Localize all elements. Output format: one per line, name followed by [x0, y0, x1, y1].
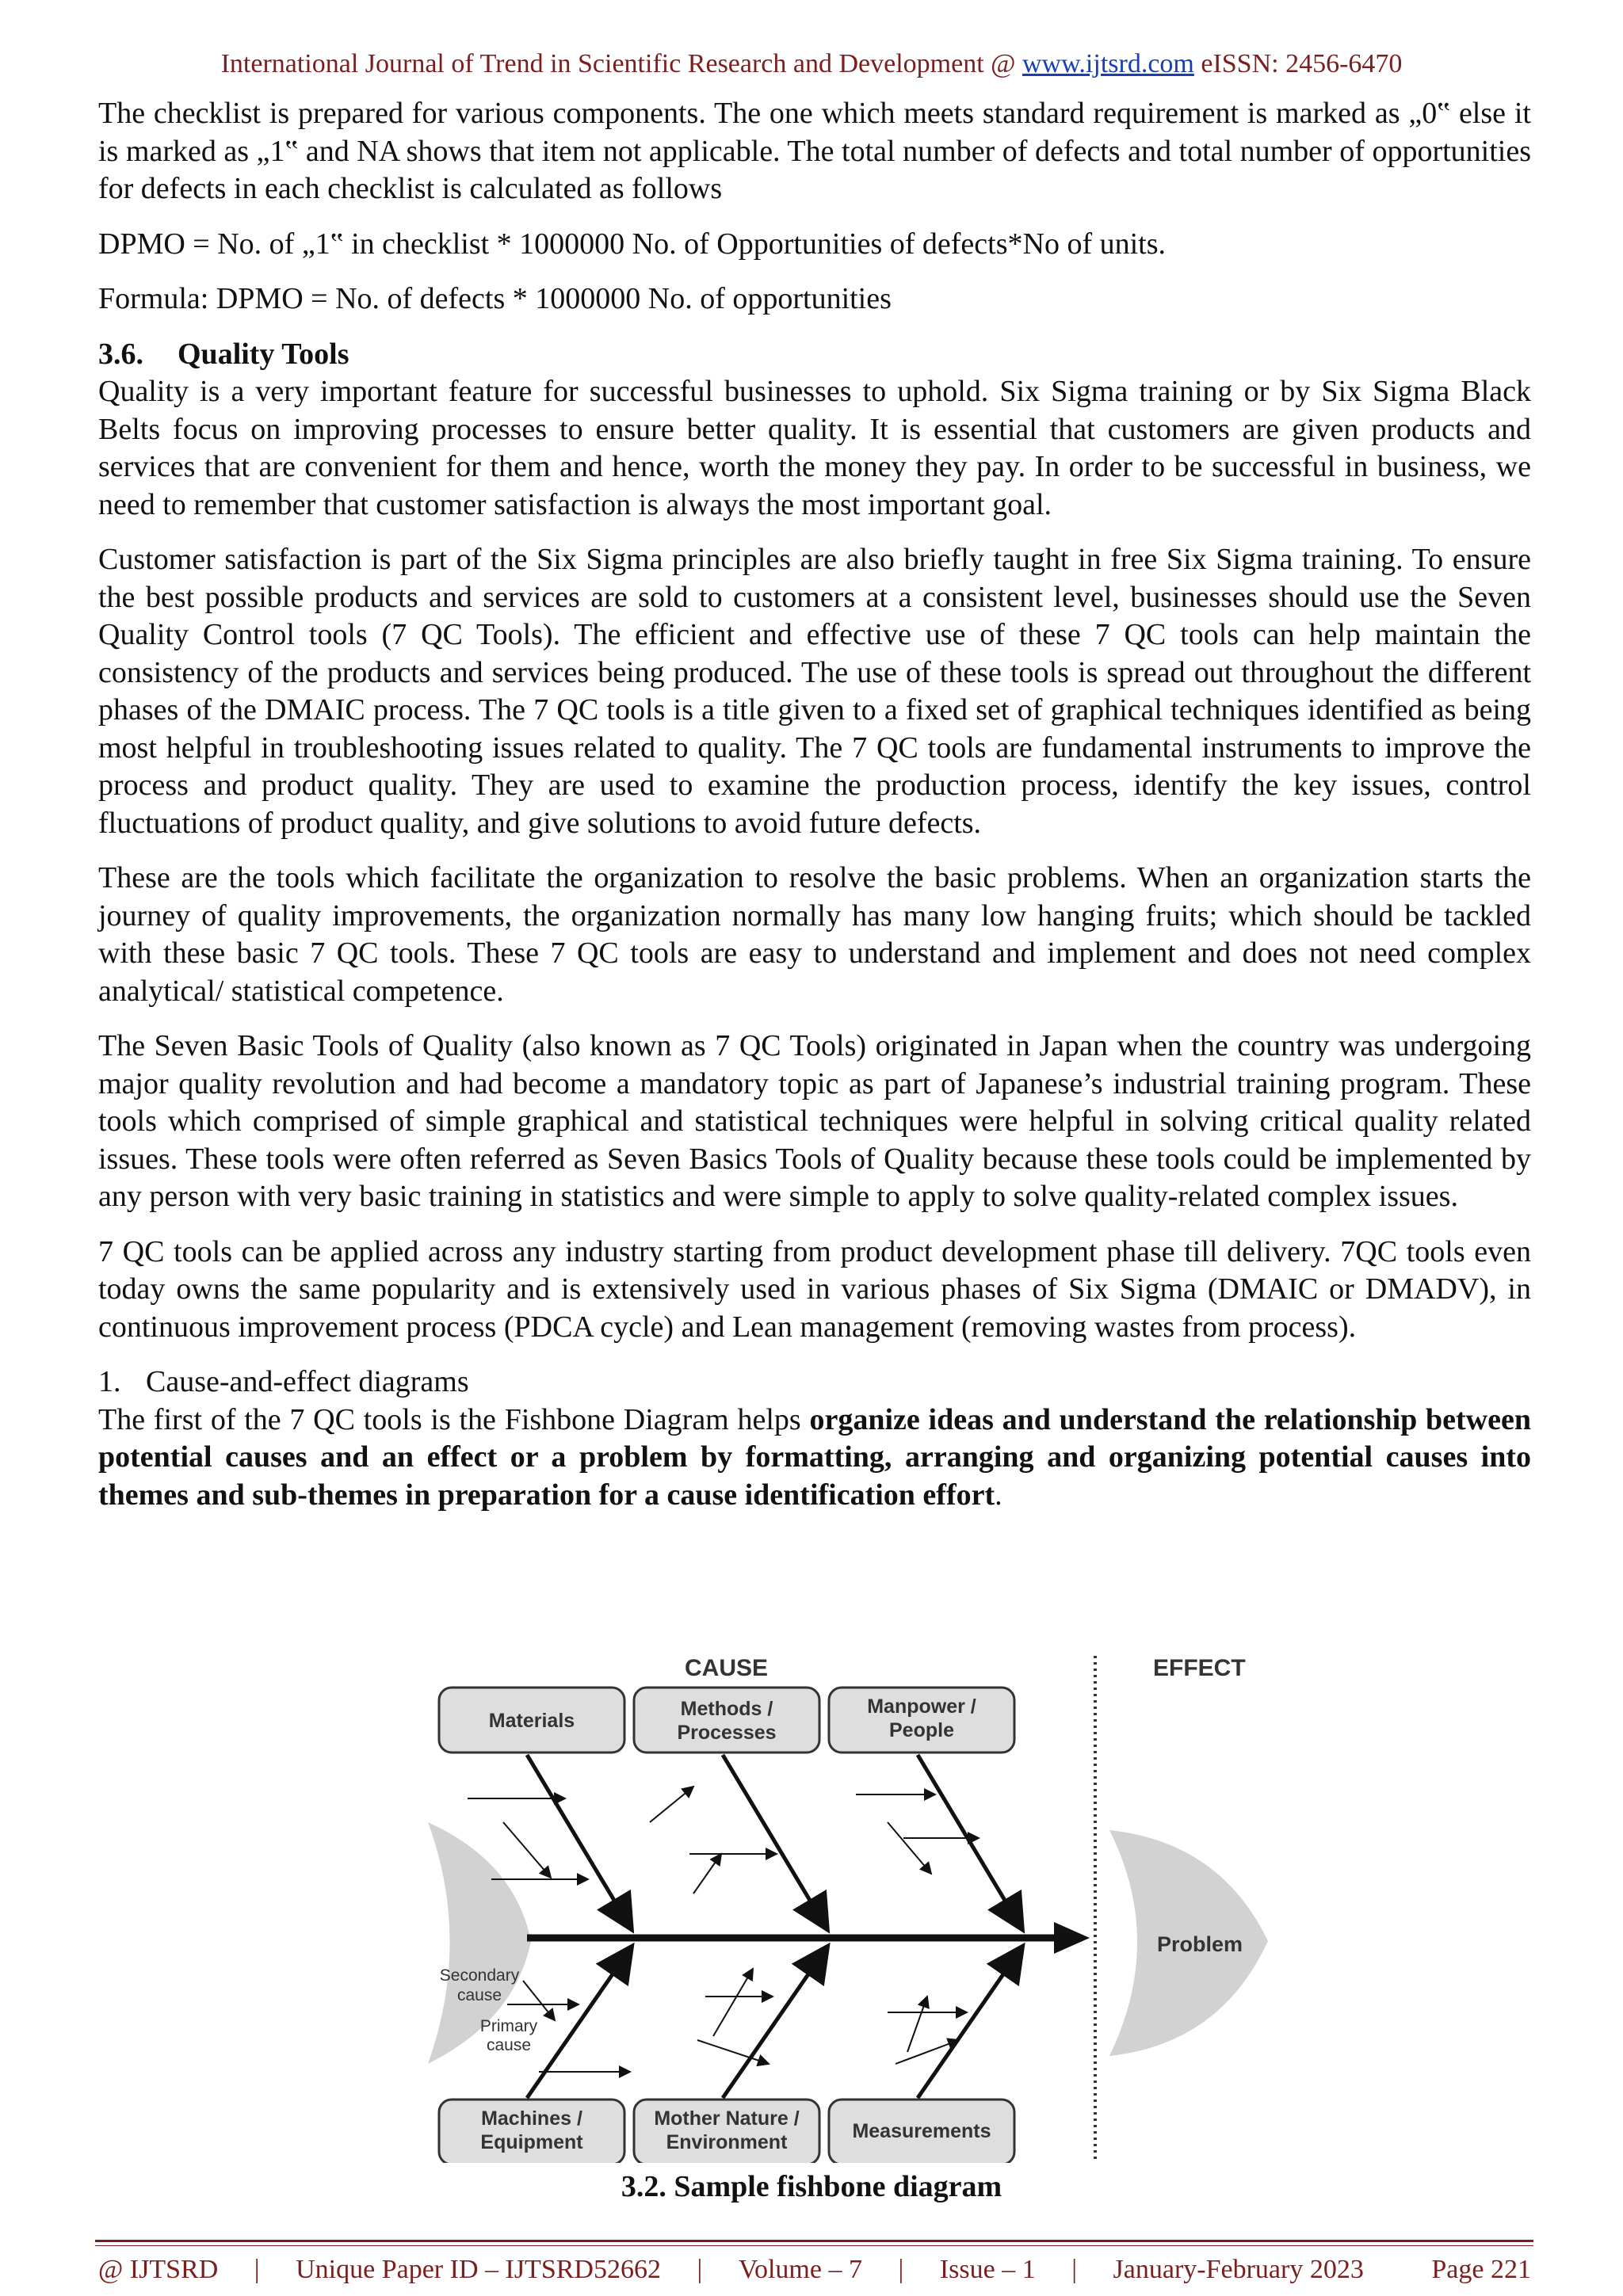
footer-volume: Volume – 7: [738, 2255, 862, 2284]
formula-dpmo: Formula: DPMO = No. of defects * 1000000 No. of opportunities: [98, 282, 892, 315]
fishbone-diagram: [412, 1640, 1331, 2163]
figure-caption: 3.2. Sample fishbone diagram: [621, 2170, 1002, 2203]
top-bones: [527, 1755, 1021, 1927]
mother-nature-label-2: Environment: [666, 2131, 788, 2153]
journal-header: [0, 49, 1623, 79]
bottom-bones: [527, 1949, 1021, 2098]
footer-sep-1: |: [254, 2255, 260, 2284]
paragraph-customer-satisfaction: Customer satisfaction is part of the Six Sigma principles are also briefly taught in free Six Sigma training. To ensure the best possible products and services are sold to customers at a consistent level, businesses should use the Seven Quality Control tools (7 QC Tools). The efficient and effective use of these 7 QC tools can help maintain the consistency of the products and services being produced. The use of these tools is spread out throughout the different phases of the DMAIC process. The 7 QC tools is a title given to a fixed set of graphical techniques identified as being most helpful in troubleshooting issues related to quality. The 7 QC tools are fundamental instruments to improve the process and product quality. They are used to examine the production process, identify the key issues, control fluctuations of product quality, and give solutions to avoid future defects.: [98, 543, 1531, 840]
methods-label-1: Methods /: [680, 1698, 773, 1720]
footer-publisher: @ IJTSRD: [98, 2255, 219, 2284]
primary-cause-label-2: cause: [486, 2036, 532, 2054]
paragraph-basic-problems: These are the tools which facilitate the organization to resolve the basic problems. When an organization starts the journey of quality improvements, the organization normally has many low hanging fruits; which should be tackled with these basic 7 QC tools. These 7 QC tools are easy to understand and implement and does not need complex analytical/ statistical competence.: [98, 861, 1531, 1008]
footer-sep-4: |: [1071, 2255, 1078, 2284]
paragraph-seven-basic-tools: The Seven Basic Tools of Quality (also known as 7 QC Tools) originated in Japan when the country was undergoing major quality revolution and had become a mandatory topic as part of Japanese’s industrial training program. These tools which comprised of simple graphical and statistical techniques were helpful in solving critical quality related issues. These tools were often referred as Seven Basics Tools of Quality because these tools could be implemented by any person with very basic training in statistics and were simple to apply to solve quality-related complex issues.: [98, 1029, 1531, 1213]
primary-cause-label-1: Primary: [479, 2017, 538, 2035]
manpower-label-2: People: [889, 1719, 954, 1741]
fishbone-end: .: [995, 1478, 1002, 1512]
section-number: 3.6.: [98, 337, 143, 371]
footer-sep-2: |: [697, 2255, 703, 2284]
journal-url-link[interactable]: www.ijtsrd.com: [1022, 49, 1194, 78]
machines-label-2: Equipment: [480, 2131, 583, 2153]
secondary-arrows: [468, 1787, 979, 2072]
footer-paper-id: Unique Paper ID – IJTSRD52662: [296, 2255, 661, 2284]
list-number: 1.: [98, 1365, 121, 1398]
footer-sep-3: |: [898, 2255, 904, 2284]
footer-issue: Issue – 1: [939, 2255, 1036, 2284]
footer-rule: [95, 2240, 1533, 2242]
formula-dpmo-checklist: DPMO = No. of „1‟ in checklist * 1000000 No. of Opportunities of defects*No of units.: [98, 227, 1167, 261]
materials-label: Materials: [488, 1710, 575, 1732]
problem-label: Problem: [1157, 1932, 1243, 1956]
paragraph-7qc-industry: 7 QC tools can be applied across any industry starting from product development phase till delivery. 7QC tools even today owns the same popularity and is extensively used in various phases of Six Sigma (DMAIC or DMADV), in continuous improvement process (PDCA cycle) and Lean management (removing wastes from process).: [98, 1234, 1531, 1344]
cause-label: CAUSE: [685, 1655, 769, 1681]
fishbone-intro: The first of the 7 QC tools is the Fishbone Diagram helps: [98, 1402, 810, 1436]
footer-date: January-February 2023: [1113, 2255, 1364, 2284]
footer-rule-thin: [95, 2245, 1533, 2246]
paragraph-quality: Quality is a very important feature for successful businesses to uphold. Six Sigma training or by Six Sigma Black Belts focus on improving processes to ensure better quality. It is essential that customers are given products and services that are convenient for them and hence, worth the money they pay. In order to be successful in business, we need to remember that customer satisfaction is always the most important goal.: [98, 375, 1531, 521]
manpower-label-1: Manpower /: [867, 1695, 976, 1718]
section-title: Quality Tools: [178, 337, 349, 371]
effect-label: EFFECT: [1153, 1655, 1246, 1681]
paragraph-checklist: The checklist is prepared for various components. The one which meets standard requirement is marked as „0‟ else it is marked as „1‟ and NA shows that item not applicable. The total number of defects and total number of opportunities for defects in each checklist is calculated as follows: [98, 97, 1531, 205]
mother-nature-label-1: Mother Nature /: [654, 2107, 800, 2130]
measurements-label: Measurements: [852, 2120, 991, 2142]
spine-arrowhead: [1054, 1922, 1090, 1954]
fishbone-bold-text: organize ideas and understand the relationship between potential causes and an effect or a problem by formatting, arranging and organizing potential causes into themes and sub-themes in preparation for a cause identification effort: [98, 1402, 1531, 1512]
journal-issn: eISSN: 2456-6470: [1193, 49, 1403, 78]
list-item-text: Cause-and-effect diagrams: [146, 1365, 469, 1398]
secondary-cause-label-2: cause: [456, 1986, 502, 2004]
list-item: [98, 1363, 1531, 1402]
journal-name: International Journal of Trend in Scientific Research and Development @: [220, 49, 1022, 78]
paragraph-fishbone: [98, 1402, 1531, 1515]
page-footer: [98, 2255, 1531, 2285]
article-body: [98, 95, 1531, 1531]
methods-label-2: Processes: [677, 1722, 777, 1744]
section-heading: [98, 336, 1531, 374]
footer-page-number: Page 221: [1431, 2255, 1531, 2284]
secondary-cause-label-1: Secondary: [439, 1966, 520, 1985]
machines-label-1: Machines /: [481, 2107, 582, 2130]
